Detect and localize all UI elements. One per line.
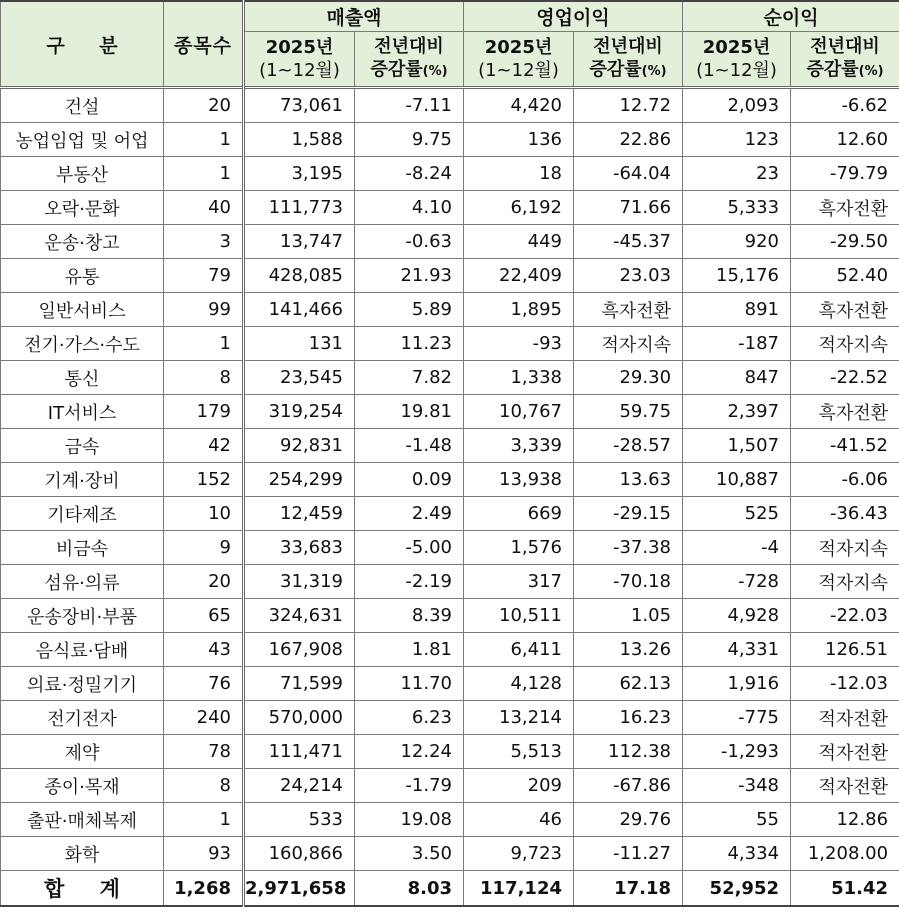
subheader-percent-unit: (%) bbox=[422, 64, 448, 79]
cell-revenue: 533 bbox=[244, 803, 355, 837]
cell-revenue: 92,831 bbox=[244, 429, 355, 463]
subheader-net-profit-yoy-change bbox=[791, 32, 899, 88]
cell-operating-profit: 5,513 bbox=[464, 735, 574, 769]
table-row bbox=[1, 565, 899, 599]
table-row bbox=[1, 463, 899, 497]
cell-revenue-yoy: 11.23 bbox=[355, 327, 464, 361]
cell-operating-profit: 449 bbox=[464, 225, 574, 259]
table-row bbox=[1, 735, 899, 769]
cell-revenue-yoy: -7.11 bbox=[355, 88, 464, 123]
cell-category: 출판·매체복제 bbox=[1, 803, 164, 837]
cell-stock-count: 79 bbox=[164, 259, 244, 293]
cell-net-profit: 2,397 bbox=[683, 395, 791, 429]
cell-stock-count: 240 bbox=[164, 701, 244, 735]
cell-operating-profit: 22,409 bbox=[464, 259, 574, 293]
cell-category: 전기·가스·수도 bbox=[1, 327, 164, 361]
cell-revenue-yoy: 19.08 bbox=[355, 803, 464, 837]
cell-category: 음식료·담배 bbox=[1, 633, 164, 667]
table-row bbox=[1, 701, 899, 735]
cell-stock-count: 1 bbox=[164, 157, 244, 191]
cell-operating-profit-yoy: 22.86 bbox=[574, 123, 683, 157]
cell-net-profit-yoy: 적자전환 bbox=[791, 701, 899, 735]
table-row bbox=[1, 157, 899, 191]
cell-operating-profit: 10,511 bbox=[464, 599, 574, 633]
cell-net-profit: 4,928 bbox=[683, 599, 791, 633]
cell-category: IT서비스 bbox=[1, 395, 164, 429]
cell-net-profit-yoy: -6.62 bbox=[791, 88, 899, 123]
cell-revenue-yoy: 8.39 bbox=[355, 599, 464, 633]
cell-net-profit-yoy: -22.03 bbox=[791, 599, 899, 633]
cell-net-profit-yoy: 흑자전환 bbox=[791, 191, 899, 225]
cell-net-profit: 2,093 bbox=[683, 88, 791, 123]
cell-operating-profit-yoy: 12.72 bbox=[574, 88, 683, 123]
cell-revenue-yoy: 4.10 bbox=[355, 191, 464, 225]
cell-category: 운송장비·부품 bbox=[1, 599, 164, 633]
cell-net-profit: 10,887 bbox=[683, 463, 791, 497]
cell-operating-profit: 18 bbox=[464, 157, 574, 191]
cell-operating-profit-yoy: 112.38 bbox=[574, 735, 683, 769]
table-row bbox=[1, 803, 899, 837]
cell-operating-profit-yoy: -70.18 bbox=[574, 565, 683, 599]
table-row bbox=[1, 191, 899, 225]
cell-operating-profit: 1,576 bbox=[464, 531, 574, 565]
table-row bbox=[1, 259, 899, 293]
cell-category: 건설 bbox=[1, 88, 164, 123]
cell-revenue: 167,908 bbox=[244, 633, 355, 667]
cell-net-profit-yoy: 흑자전환 bbox=[791, 293, 899, 327]
cell-net-profit: 123 bbox=[683, 123, 791, 157]
cell-stock-count: 43 bbox=[164, 633, 244, 667]
cell-net-profit-yoy: -79.79 bbox=[791, 157, 899, 191]
cell-net-profit-yoy: 12.60 bbox=[791, 123, 899, 157]
cell-revenue: 13,747 bbox=[244, 225, 355, 259]
cell-operating-profit: 669 bbox=[464, 497, 574, 531]
cell-operating-profit: 6,411 bbox=[464, 633, 574, 667]
cell-operating-profit: 209 bbox=[464, 769, 574, 803]
cell-net-profit-yoy: 적자지속 bbox=[791, 327, 899, 361]
table-row bbox=[1, 633, 899, 667]
cell-net-profit-yoy: -12.03 bbox=[791, 667, 899, 701]
cell-operating-profit-yoy: 71.66 bbox=[574, 191, 683, 225]
cell-category: 합 계 bbox=[1, 871, 164, 907]
header-group-net-profit: 순이익 bbox=[683, 1, 899, 32]
table-row bbox=[1, 429, 899, 463]
cell-operating-profit: -93 bbox=[464, 327, 574, 361]
cell-stock-count: 76 bbox=[164, 667, 244, 701]
cell-stock-count: 152 bbox=[164, 463, 244, 497]
subheader-revenue-2025 bbox=[244, 32, 355, 88]
cell-category: 운송·창고 bbox=[1, 225, 164, 259]
cell-operating-profit: 13,938 bbox=[464, 463, 574, 497]
subheader-net-profit-2025 bbox=[683, 32, 791, 88]
cell-revenue: 141,466 bbox=[244, 293, 355, 327]
cell-category: 종이·목재 bbox=[1, 769, 164, 803]
cell-net-profit-yoy: 흑자전환 bbox=[791, 395, 899, 429]
cell-operating-profit-yoy: 29.76 bbox=[574, 803, 683, 837]
cell-stock-count: 8 bbox=[164, 361, 244, 395]
cell-category: 유통 bbox=[1, 259, 164, 293]
cell-net-profit: 15,176 bbox=[683, 259, 791, 293]
cell-net-profit: 891 bbox=[683, 293, 791, 327]
cell-revenue: 12,459 bbox=[244, 497, 355, 531]
cell-revenue: 254,299 bbox=[244, 463, 355, 497]
table-row bbox=[1, 327, 899, 361]
table-row bbox=[1, 531, 899, 565]
cell-net-profit: -728 bbox=[683, 565, 791, 599]
header-stock-count: 종목수 bbox=[164, 1, 244, 88]
cell-net-profit-yoy: -6.06 bbox=[791, 463, 899, 497]
cell-net-profit-yoy: -41.52 bbox=[791, 429, 899, 463]
cell-net-profit: -348 bbox=[683, 769, 791, 803]
cell-operating-profit-yoy: 1.05 bbox=[574, 599, 683, 633]
subheader-revenue-yoy-change bbox=[355, 32, 464, 88]
cell-net-profit-yoy: -36.43 bbox=[791, 497, 899, 531]
cell-stock-count: 10 bbox=[164, 497, 244, 531]
cell-stock-count: 99 bbox=[164, 293, 244, 327]
cell-revenue: 3,195 bbox=[244, 157, 355, 191]
cell-stock-count: 65 bbox=[164, 599, 244, 633]
cell-revenue-yoy: -0.63 bbox=[355, 225, 464, 259]
cell-net-profit: 1,507 bbox=[683, 429, 791, 463]
cell-revenue-yoy: 0.09 bbox=[355, 463, 464, 497]
cell-net-profit-yoy: -29.50 bbox=[791, 225, 899, 259]
cell-revenue-yoy: 19.81 bbox=[355, 395, 464, 429]
cell-net-profit-yoy: 적자지속 bbox=[791, 531, 899, 565]
cell-operating-profit-yoy: 29.30 bbox=[574, 361, 683, 395]
cell-category: 비금속 bbox=[1, 531, 164, 565]
cell-operating-profit: 46 bbox=[464, 803, 574, 837]
cell-revenue: 31,319 bbox=[244, 565, 355, 599]
table-row bbox=[1, 395, 899, 429]
subheader-period: (1~12월) bbox=[478, 60, 559, 81]
cell-category: 의료·정밀기기 bbox=[1, 667, 164, 701]
subheader-yoy: 전년대비 bbox=[810, 36, 880, 57]
cell-net-profit-yoy: 적자전환 bbox=[791, 769, 899, 803]
table-row bbox=[1, 225, 899, 259]
cell-category: 제약 bbox=[1, 735, 164, 769]
cell-operating-profit-yoy: 59.75 bbox=[574, 395, 683, 429]
cell-revenue: 24,214 bbox=[244, 769, 355, 803]
cell-category: 전기전자 bbox=[1, 701, 164, 735]
cell-operating-profit-yoy: -67.86 bbox=[574, 769, 683, 803]
header-group-operating-profit: 영업이익 bbox=[464, 1, 683, 32]
cell-stock-count: 9 bbox=[164, 531, 244, 565]
total-row bbox=[1, 871, 899, 907]
cell-operating-profit: 4,420 bbox=[464, 88, 574, 123]
cell-net-profit: 847 bbox=[683, 361, 791, 395]
cell-operating-profit: 4,128 bbox=[464, 667, 574, 701]
subheader-operating-profit-2025 bbox=[464, 32, 574, 88]
cell-revenue-yoy: 1.81 bbox=[355, 633, 464, 667]
cell-category: 통신 bbox=[1, 361, 164, 395]
cell-revenue-yoy: -8.24 bbox=[355, 157, 464, 191]
cell-operating-profit: 13,214 bbox=[464, 701, 574, 735]
table-row bbox=[1, 837, 899, 871]
cell-revenue-yoy: 6.23 bbox=[355, 701, 464, 735]
cell-operating-profit: 1,338 bbox=[464, 361, 574, 395]
cell-revenue-yoy: 5.89 bbox=[355, 293, 464, 327]
cell-operating-profit-yoy: 16.23 bbox=[574, 701, 683, 735]
cell-operating-profit: 9,723 bbox=[464, 837, 574, 871]
cell-operating-profit-yoy: -64.04 bbox=[574, 157, 683, 191]
cell-revenue-yoy: -2.19 bbox=[355, 565, 464, 599]
cell-revenue: 160,866 bbox=[244, 837, 355, 871]
cell-revenue: 131 bbox=[244, 327, 355, 361]
cell-revenue: 111,471 bbox=[244, 735, 355, 769]
cell-operating-profit-yoy: -29.15 bbox=[574, 497, 683, 531]
header-category: 구 분 bbox=[1, 1, 164, 88]
cell-revenue: 319,254 bbox=[244, 395, 355, 429]
cell-category: 부동산 bbox=[1, 157, 164, 191]
cell-category: 농업임업 및 어업 bbox=[1, 123, 164, 157]
cell-net-profit: -187 bbox=[683, 327, 791, 361]
subheader-percent-unit: (%) bbox=[858, 64, 884, 79]
subheader-change-rate: 증감률 bbox=[589, 59, 642, 80]
cell-stock-count: 1,268 bbox=[164, 871, 244, 907]
cell-operating-profit-yoy: 13.63 bbox=[574, 463, 683, 497]
cell-category: 기계·장비 bbox=[1, 463, 164, 497]
subheader-year: 2025년 bbox=[484, 37, 553, 58]
cell-stock-count: 20 bbox=[164, 565, 244, 599]
cell-operating-profit-yoy: 17.18 bbox=[574, 871, 683, 907]
cell-net-profit: -4 bbox=[683, 531, 791, 565]
cell-net-profit-yoy: 1,208.00 bbox=[791, 837, 899, 871]
cell-operating-profit-yoy: -28.57 bbox=[574, 429, 683, 463]
cell-net-profit: 1,916 bbox=[683, 667, 791, 701]
cell-stock-count: 42 bbox=[164, 429, 244, 463]
cell-net-profit: 55 bbox=[683, 803, 791, 837]
cell-operating-profit: 3,339 bbox=[464, 429, 574, 463]
table-row bbox=[1, 667, 899, 701]
table-row bbox=[1, 293, 899, 327]
cell-revenue-yoy: 8.03 bbox=[355, 871, 464, 907]
cell-net-profit-yoy: 126.51 bbox=[791, 633, 899, 667]
table-row bbox=[1, 123, 899, 157]
subheader-year: 2025년 bbox=[702, 37, 771, 58]
cell-stock-count: 78 bbox=[164, 735, 244, 769]
cell-category: 기타제조 bbox=[1, 497, 164, 531]
cell-revenue-yoy: 21.93 bbox=[355, 259, 464, 293]
cell-operating-profit: 1,895 bbox=[464, 293, 574, 327]
cell-operating-profit-yoy: -37.38 bbox=[574, 531, 683, 565]
cell-revenue-yoy: 12.24 bbox=[355, 735, 464, 769]
cell-revenue-yoy: 2.49 bbox=[355, 497, 464, 531]
cell-net-profit-yoy: 적자전환 bbox=[791, 735, 899, 769]
cell-revenue: 73,061 bbox=[244, 88, 355, 123]
cell-revenue-yoy: 7.82 bbox=[355, 361, 464, 395]
cell-net-profit: 4,331 bbox=[683, 633, 791, 667]
subheader-change-rate: 증감률 bbox=[806, 59, 859, 80]
cell-net-profit: 23 bbox=[683, 157, 791, 191]
cell-revenue: 1,588 bbox=[244, 123, 355, 157]
cell-stock-count: 20 bbox=[164, 88, 244, 123]
cell-category: 섬유·의류 bbox=[1, 565, 164, 599]
subheader-period: (1~12월) bbox=[696, 60, 777, 81]
cell-revenue: 2,971,658 bbox=[244, 871, 355, 907]
cell-net-profit-yoy: 적자지속 bbox=[791, 565, 899, 599]
subheader-operating-profit-yoy-change bbox=[574, 32, 683, 88]
cell-operating-profit-yoy: -11.27 bbox=[574, 837, 683, 871]
cell-net-profit: 5,333 bbox=[683, 191, 791, 225]
cell-stock-count: 40 bbox=[164, 191, 244, 225]
table-row bbox=[1, 497, 899, 531]
subheader-period: (1~12월) bbox=[259, 60, 340, 81]
cell-operating-profit-yoy: 적자지속 bbox=[574, 327, 683, 361]
cell-operating-profit-yoy: 23.03 bbox=[574, 259, 683, 293]
cell-revenue: 111,773 bbox=[244, 191, 355, 225]
cell-operating-profit-yoy: 흑자전환 bbox=[574, 293, 683, 327]
cell-operating-profit: 136 bbox=[464, 123, 574, 157]
cell-revenue-yoy: 3.50 bbox=[355, 837, 464, 871]
cell-operating-profit: 6,192 bbox=[464, 191, 574, 225]
cell-revenue: 324,631 bbox=[244, 599, 355, 633]
cell-operating-profit-yoy: 13.26 bbox=[574, 633, 683, 667]
cell-operating-profit: 117,124 bbox=[464, 871, 574, 907]
cell-stock-count: 1 bbox=[164, 803, 244, 837]
cell-stock-count: 1 bbox=[164, 327, 244, 361]
cell-category: 오락·문화 bbox=[1, 191, 164, 225]
cell-revenue: 71,599 bbox=[244, 667, 355, 701]
cell-category: 일반서비스 bbox=[1, 293, 164, 327]
cell-net-profit: 52,952 bbox=[683, 871, 791, 907]
cell-category: 화학 bbox=[1, 837, 164, 871]
cell-net-profit-yoy: 51.42 bbox=[791, 871, 899, 907]
table-row bbox=[1, 599, 899, 633]
table-row bbox=[1, 361, 899, 395]
cell-net-profit: -775 bbox=[683, 701, 791, 735]
cell-net-profit: 920 bbox=[683, 225, 791, 259]
cell-category: 금속 bbox=[1, 429, 164, 463]
cell-stock-count: 93 bbox=[164, 837, 244, 871]
cell-operating-profit: 10,767 bbox=[464, 395, 574, 429]
cell-revenue: 23,545 bbox=[244, 361, 355, 395]
cell-net-profit-yoy: 12.86 bbox=[791, 803, 899, 837]
cell-net-profit-yoy: 52.40 bbox=[791, 259, 899, 293]
table-row bbox=[1, 769, 899, 803]
cell-revenue: 428,085 bbox=[244, 259, 355, 293]
cell-operating-profit-yoy: 62.13 bbox=[574, 667, 683, 701]
subheader-change-rate: 증감률 bbox=[370, 59, 423, 80]
table-row bbox=[1, 88, 899, 123]
cell-net-profit-yoy: -22.52 bbox=[791, 361, 899, 395]
subheader-yoy: 전년대비 bbox=[593, 36, 663, 57]
cell-revenue: 33,683 bbox=[244, 531, 355, 565]
cell-stock-count: 3 bbox=[164, 225, 244, 259]
cell-stock-count: 8 bbox=[164, 769, 244, 803]
cell-revenue-yoy: -1.48 bbox=[355, 429, 464, 463]
subheader-percent-unit: (%) bbox=[641, 64, 667, 79]
subheader-year: 2025년 bbox=[265, 37, 334, 58]
cell-revenue-yoy: -1.79 bbox=[355, 769, 464, 803]
cell-stock-count: 1 bbox=[164, 123, 244, 157]
cell-net-profit: -1,293 bbox=[683, 735, 791, 769]
cell-net-profit: 4,334 bbox=[683, 837, 791, 871]
cell-stock-count: 179 bbox=[164, 395, 244, 429]
cell-revenue-yoy: 9.75 bbox=[355, 123, 464, 157]
cell-operating-profit-yoy: -45.37 bbox=[574, 225, 683, 259]
cell-revenue-yoy: -5.00 bbox=[355, 531, 464, 565]
subheader-yoy: 전년대비 bbox=[374, 36, 444, 57]
header-group-revenue: 매출액 bbox=[244, 1, 464, 32]
cell-net-profit: 525 bbox=[683, 497, 791, 531]
cell-revenue: 570,000 bbox=[244, 701, 355, 735]
cell-operating-profit: 317 bbox=[464, 565, 574, 599]
cell-revenue-yoy: 11.70 bbox=[355, 667, 464, 701]
